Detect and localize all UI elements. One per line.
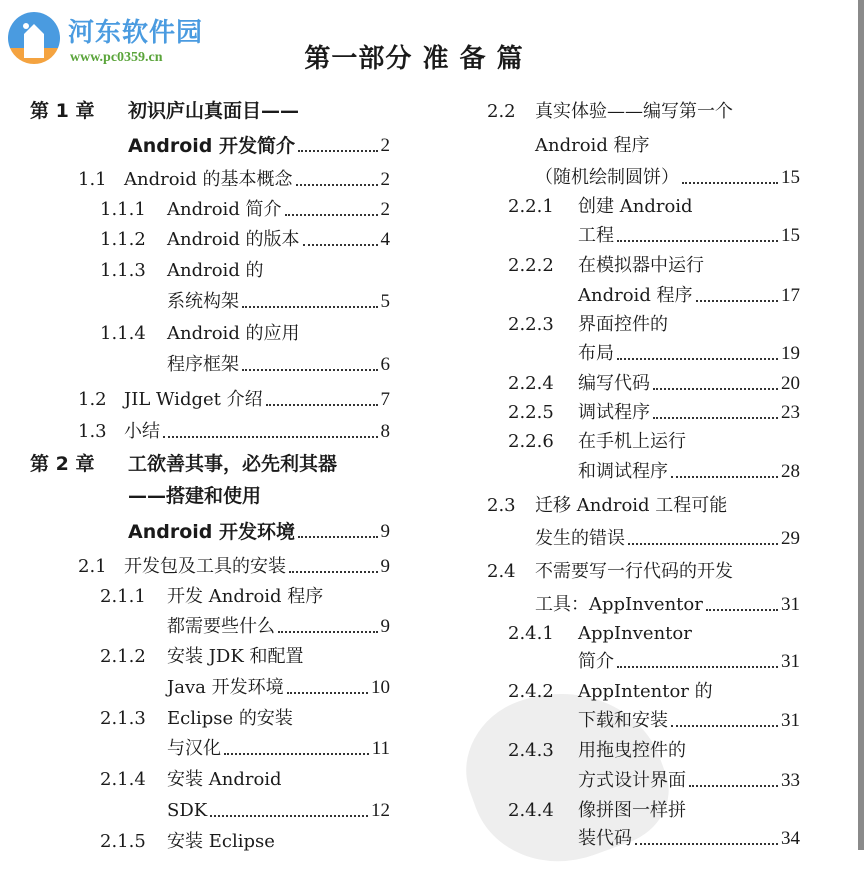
dot-leader	[682, 182, 778, 184]
toc-entry-number: 2.4	[487, 561, 516, 582]
toc-entry-line[interactable]	[124, 555, 390, 579]
dot-leader	[224, 753, 369, 755]
toc-entry-title: 发生的错误	[535, 528, 625, 549]
toc-page-number: 15	[781, 225, 800, 246]
toc-entry-line[interactable]	[578, 799, 686, 823]
logo-url: www.pc0359.cn	[70, 50, 163, 65]
toc-entry-line[interactable]	[535, 494, 727, 518]
toc-entry-title: Android 的版本	[167, 229, 300, 250]
toc-page-number: 9	[380, 616, 390, 637]
toc-page-number: 2	[380, 199, 390, 220]
toc-entry-title: 迁移 Android 工程可能	[535, 495, 728, 516]
toc-entry-title: 在模拟器中运行	[578, 255, 704, 276]
toc-page-number: 31	[781, 710, 800, 731]
scrollbar-edge	[858, 0, 864, 850]
toc-page-number: 15	[781, 167, 800, 188]
toc-entry-number: 1.1	[78, 169, 107, 190]
toc-entry-title: Android 程序	[535, 135, 650, 156]
dot-leader	[296, 184, 378, 186]
toc-entry-title: Android 简介	[167, 199, 282, 220]
toc-page-number: 10	[371, 677, 390, 698]
toc-entry-title: Android 的基本概念	[124, 169, 293, 190]
dot-leader	[210, 815, 368, 817]
toc-entry-number: 2.2.1	[508, 196, 554, 217]
dot-leader	[287, 692, 368, 694]
toc-entry-number: 2.2.4	[508, 373, 554, 394]
toc-entry-number: 2.2.6	[508, 431, 554, 452]
toc-entry-line[interactable]	[535, 100, 733, 124]
toc-entry-line[interactable]	[578, 313, 668, 337]
toc-entry-title: 开发包及工具的安装	[124, 556, 286, 577]
toc-entry-line[interactable]	[167, 353, 390, 377]
toc-entry-line[interactable]	[167, 768, 282, 792]
toc-entry-number: 2.2.5	[508, 402, 554, 423]
toc-entry-number: 1.1.3	[100, 260, 146, 281]
toc-entry-line[interactable]	[167, 645, 304, 669]
dot-leader	[298, 150, 378, 152]
toc-page-number: 5	[380, 291, 390, 312]
dot-leader	[696, 300, 778, 302]
toc-entry-title: AppIntentor 的	[578, 681, 713, 702]
toc-page-number: 8	[380, 421, 390, 442]
toc-entry-title: 像拼图一样拼	[578, 800, 686, 821]
dot-leader	[628, 543, 778, 545]
toc-page-number: 34	[781, 828, 800, 849]
toc-page-number: 31	[781, 594, 800, 615]
toc-entry-line[interactable]	[578, 372, 800, 396]
dot-leader	[278, 631, 378, 633]
dot-leader	[706, 609, 778, 611]
toc-page-number: 11	[371, 738, 390, 759]
toc-entry-line[interactable]	[578, 739, 686, 763]
toc-entry-line[interactable]	[578, 284, 800, 308]
toc-entry-number: 2.4.3	[508, 740, 554, 761]
toc-entry-title: 在手机上运行	[578, 431, 686, 452]
toc-page-number: 4	[380, 229, 390, 250]
toc-entry-number: 2.1.2	[100, 646, 146, 667]
dot-leader	[671, 725, 778, 727]
toc-entry-title: 小结	[124, 421, 160, 442]
toc-entry-number: 2.1.4	[100, 769, 146, 790]
toc-entry-line[interactable]	[578, 195, 693, 219]
toc-entry-line[interactable]	[578, 342, 800, 366]
toc-entry-line[interactable]	[578, 680, 713, 704]
toc-entry-title: 工程	[578, 225, 614, 246]
dot-leader	[303, 244, 378, 246]
toc-entry-number: 第 1 章	[30, 100, 95, 122]
toc-entry-title: ——搭建和使用	[128, 485, 262, 507]
toc-entry-line[interactable]	[578, 401, 800, 425]
toc-page-number: 23	[781, 402, 800, 423]
toc-entry-line[interactable]	[167, 615, 390, 639]
dot-leader	[163, 436, 378, 438]
toc-entry-line[interactable]	[128, 99, 299, 123]
toc-entry-title: 安装 Android	[167, 769, 282, 790]
toc-entry-number: 2.3	[487, 495, 516, 516]
toc-page-number: 2	[380, 135, 390, 156]
toc-entry-line[interactable]	[535, 527, 800, 551]
toc-entry-title: 工欲善其事，必先利其器	[128, 453, 338, 475]
toc-entry-title: Android 开发环境	[128, 521, 295, 543]
toc-entry-title: JIL Widget 介绍	[124, 389, 263, 410]
dot-leader	[266, 404, 378, 406]
toc-entry-title: 初识庐山真面目——	[128, 100, 300, 122]
toc-entry-title: Android 的应用	[167, 323, 300, 344]
toc-entry-title: 简介	[578, 651, 614, 672]
toc-page-number: 7	[380, 389, 390, 410]
toc-entry-line[interactable]	[167, 585, 323, 609]
toc-entry-line[interactable]	[535, 134, 650, 158]
toc-entry-title: Android 的	[167, 260, 264, 281]
toc-entry-title: 布局	[578, 343, 614, 364]
toc-entry-line[interactable]	[167, 259, 264, 283]
toc-entry-number: 1.2	[78, 389, 107, 410]
toc-entry-line[interactable]	[167, 676, 390, 700]
toc-entry-line[interactable]	[167, 322, 300, 346]
toc-entry-title: 和调试程序	[578, 461, 668, 482]
toc-page-number: 6	[380, 354, 390, 375]
toc-entry-line[interactable]	[167, 799, 390, 823]
toc-entry-title: 界面控件的	[578, 314, 668, 335]
toc-entry-title: AppInventor	[578, 623, 692, 644]
dot-leader	[653, 417, 778, 419]
toc-entry-line[interactable]	[578, 430, 686, 454]
toc-entry-line[interactable]	[128, 134, 390, 158]
toc-page-number: 20	[781, 373, 800, 394]
toc-entry-title: 用拖曳控件的	[578, 740, 686, 761]
toc-entry-number: 2.1.5	[100, 831, 146, 852]
dot-leader	[617, 240, 778, 242]
toc-entry-line[interactable]	[128, 520, 390, 544]
toc-entry-line[interactable]	[578, 622, 692, 646]
dot-leader	[289, 571, 378, 573]
toc-page-number: 29	[781, 528, 800, 549]
toc-entry-line[interactable]	[167, 737, 390, 761]
dot-leader	[242, 306, 378, 308]
dot-leader	[653, 388, 778, 390]
toc-entry-number: 2.4.4	[508, 800, 554, 821]
toc-page-number: 31	[781, 651, 800, 672]
toc-entry-line[interactable]	[128, 452, 337, 476]
toc-entry-number: 2.2	[487, 101, 516, 122]
dot-leader	[285, 214, 378, 216]
toc-entry-number: 2.4.1	[508, 623, 554, 644]
toc-entry-line[interactable]	[124, 388, 390, 412]
toc-page-number: 19	[781, 343, 800, 364]
toc-entry-title: Android 程序	[578, 285, 693, 306]
toc-entry-title: 编写代码	[578, 373, 650, 394]
toc-page-number: 17	[781, 285, 800, 306]
toc-entry-title: 真实体验——编写第一个	[535, 101, 733, 122]
toc-page-number: 9	[380, 556, 390, 577]
dot-leader	[635, 843, 778, 845]
toc-entry-title: Eclipse 的安装	[167, 708, 293, 729]
toc-entry-title: 系统构架	[167, 291, 239, 312]
toc-entry-number: 1.1.2	[100, 229, 146, 250]
dot-leader	[671, 476, 778, 478]
toc-entry-line[interactable]	[578, 224, 800, 248]
toc-entry-title: 调试程序	[578, 402, 650, 423]
toc-entry-title: 开发 Android 程序	[167, 586, 324, 607]
toc-entry-number: 2.1	[78, 556, 107, 577]
toc-page-number: 9	[380, 521, 390, 542]
toc-entry-title: 创建 Android	[578, 196, 693, 217]
toc-entry-title: Android 开发简介	[128, 135, 295, 157]
dot-leader	[617, 358, 778, 360]
toc-entry-title: 不需要写一行代码的开发	[535, 561, 733, 582]
toc-entry-title: 都需要些什么	[167, 616, 275, 637]
toc-entry-line[interactable]	[167, 228, 390, 252]
toc-entry-line[interactable]	[578, 709, 800, 733]
toc-entry-line[interactable]	[578, 254, 704, 278]
toc-entry-title: （随机绘制圆饼）	[535, 167, 679, 188]
toc-entry-line[interactable]	[128, 484, 261, 508]
toc-entry-number: 1.3	[78, 421, 107, 442]
toc-entry-title: 安装 JDK 和配置	[167, 646, 304, 667]
toc-entry-number: 第 2 章	[30, 453, 95, 475]
toc-entry-line[interactable]	[167, 707, 293, 731]
logo-name: 河东软件园	[68, 18, 204, 48]
toc-page-number: 2	[380, 169, 390, 190]
toc-entry-title: 下载和安装	[578, 710, 668, 731]
toc-entry-number: 2.2.2	[508, 255, 554, 276]
toc-page-number: 33	[781, 770, 800, 791]
toc-entry-number: 2.4.2	[508, 681, 554, 702]
toc-entry-number: 1.1.4	[100, 323, 146, 344]
toc-entry-line[interactable]	[124, 168, 390, 192]
toc-entry-line[interactable]	[124, 420, 390, 444]
toc-entry-title: 方式设计界面	[578, 770, 686, 791]
dot-leader	[617, 666, 778, 668]
dot-leader	[689, 785, 778, 787]
toc-entry-line[interactable]	[535, 560, 733, 584]
toc-entry-line[interactable]	[167, 198, 390, 222]
toc-entry-line[interactable]	[167, 830, 275, 854]
toc-entry-title: 与汉化	[167, 738, 221, 759]
toc-entry-title: 程序框架	[167, 354, 239, 375]
toc-entry-title: 安装 Eclipse	[167, 831, 275, 852]
toc-entry-line[interactable]	[578, 769, 800, 793]
toc-entry-number: 2.2.3	[508, 314, 554, 335]
dot-leader	[242, 369, 378, 371]
toc-page-number: 12	[371, 800, 390, 821]
toc-entry-title: SDK	[167, 800, 208, 821]
toc-entry-line[interactable]	[535, 593, 800, 617]
toc-entry-title: 工具：AppInventor	[535, 594, 703, 615]
toc-entry-line[interactable]	[578, 460, 800, 484]
toc-entry-number: 1.1.1	[100, 199, 146, 220]
toc-entry-number: 2.1.3	[100, 708, 146, 729]
toc-entry-line[interactable]	[578, 650, 800, 674]
page-title: 第一部分 准 备 篇	[304, 44, 524, 74]
toc-entry-number: 2.1.1	[100, 586, 146, 607]
toc-entry-title: 装代码	[578, 828, 632, 849]
toc-entry-title: Java 开发环境	[167, 677, 284, 698]
dot-leader	[298, 536, 378, 538]
toc-entry-line[interactable]	[578, 827, 800, 851]
toc-entry-line[interactable]	[167, 290, 390, 314]
toc-page-number: 28	[781, 461, 800, 482]
toc-entry-line[interactable]	[535, 166, 800, 190]
